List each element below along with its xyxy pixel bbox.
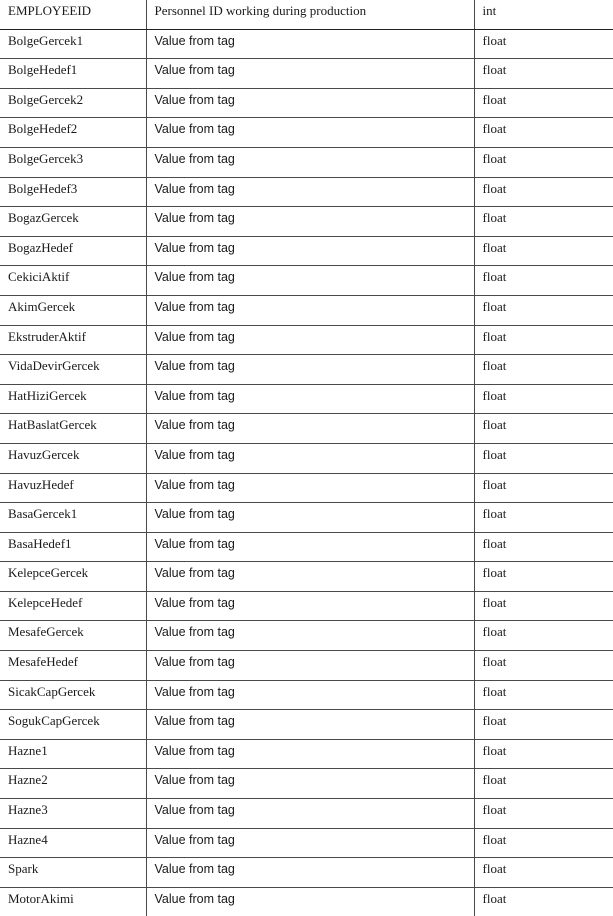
- field-description-cell: Value from tag: [146, 591, 474, 621]
- table-row: [0, 0, 613, 29]
- table-row: [0, 799, 613, 829]
- field-type-cell: float: [474, 680, 613, 710]
- field-description-cell: Value from tag: [146, 88, 474, 118]
- field-description-cell: Value from tag: [146, 710, 474, 740]
- field-name-cell: VidaDevirGercek: [0, 355, 146, 385]
- field-name-cell: EkstruderAktif: [0, 325, 146, 355]
- field-description-cell: Value from tag: [146, 858, 474, 888]
- field-name-cell: KelepceHedef: [0, 591, 146, 621]
- field-type-cell: float: [474, 355, 613, 385]
- table-row: [0, 88, 613, 118]
- field-name-cell: BolgeGercek1: [0, 29, 146, 59]
- field-description-cell: Value from tag: [146, 355, 474, 385]
- table-row: [0, 680, 613, 710]
- field-name-cell: CekiciAktif: [0, 266, 146, 296]
- field-name-cell: BolgeHedef3: [0, 177, 146, 207]
- field-type-cell: float: [474, 710, 613, 740]
- table-row: [0, 532, 613, 562]
- table-row: [0, 769, 613, 799]
- field-type-cell: float: [474, 266, 613, 296]
- field-type-cell: float: [474, 118, 613, 148]
- table-row: [0, 443, 613, 473]
- table-row: [0, 591, 613, 621]
- field-description-cell: Value from tag: [146, 29, 474, 59]
- table-row: [0, 739, 613, 769]
- field-description-cell: Value from tag: [146, 621, 474, 651]
- field-name-cell: BogazHedef: [0, 236, 146, 266]
- table-row: [0, 651, 613, 681]
- table-row: [0, 295, 613, 325]
- field-name-cell: MesafeGercek: [0, 621, 146, 651]
- field-name-cell: HatBaslatGercek: [0, 414, 146, 444]
- field-name-cell: BogazGercek: [0, 207, 146, 237]
- field-name-cell: SicakCapGercek: [0, 680, 146, 710]
- field-description-cell: Value from tag: [146, 651, 474, 681]
- field-description-cell: Value from tag: [146, 177, 474, 207]
- field-type-cell: float: [474, 473, 613, 503]
- table-row: [0, 621, 613, 651]
- field-description-cell: Value from tag: [146, 325, 474, 355]
- field-name-cell: BolgeGercek2: [0, 88, 146, 118]
- field-name-cell: Hazne1: [0, 739, 146, 769]
- table-row: [0, 858, 613, 888]
- field-description-cell: Value from tag: [146, 147, 474, 177]
- field-name-cell: EMPLOYEEID: [0, 0, 146, 29]
- field-description-cell: Value from tag: [146, 828, 474, 858]
- field-type-cell: float: [474, 443, 613, 473]
- field-name-cell: HavuzGercek: [0, 443, 146, 473]
- table-row: [0, 118, 613, 148]
- table-row: [0, 828, 613, 858]
- field-name-cell: Spark: [0, 858, 146, 888]
- field-type-cell: float: [474, 207, 613, 237]
- field-description-cell: Value from tag: [146, 799, 474, 829]
- table-row: [0, 384, 613, 414]
- table-row: [0, 473, 613, 503]
- field-type-cell: float: [482, 890, 507, 906]
- table-row: [0, 325, 613, 355]
- table-row: [0, 266, 613, 296]
- field-description-cell: Value from tag: [146, 769, 474, 799]
- field-description-cell: Value from tag: [146, 532, 474, 562]
- field-description-cell: Value from tag: [146, 443, 474, 473]
- field-type-cell: float: [474, 414, 613, 444]
- table-row: [0, 355, 613, 385]
- table-row: [0, 236, 613, 266]
- field-name-cell: SogukCapGercek: [0, 710, 146, 740]
- field-description-cell: Value from tag: [146, 887, 474, 916]
- field-description-cell: Value from tag: [146, 739, 474, 769]
- field-name-cell: Hazne2: [0, 769, 146, 799]
- table-row: [0, 503, 613, 533]
- field-type-cell: float: [474, 59, 613, 89]
- field-type-cell: float: [474, 147, 613, 177]
- field-type-cell: float: [474, 236, 613, 266]
- field-type-cell: float: [474, 29, 613, 59]
- table-row: [0, 59, 613, 89]
- table-row: [0, 562, 613, 592]
- field-type-cell: float: [474, 384, 613, 414]
- field-description-cell: Value from tag: [146, 473, 474, 503]
- field-type-cell: int: [474, 0, 613, 29]
- field-description-cell: Value from tag: [146, 503, 474, 533]
- field-name-cell: HatHiziGercek: [0, 384, 146, 414]
- field-description-cell: Value from tag: [146, 680, 474, 710]
- field-description-cell: Value from tag: [146, 266, 474, 296]
- field-name-cell: BasaGercek1: [0, 503, 146, 533]
- field-type-cell: float: [474, 325, 613, 355]
- field-type-cell: float: [474, 532, 613, 562]
- field-type-cell: float: [474, 651, 613, 681]
- table-row: [0, 887, 613, 916]
- field-name-cell: BasaHedef1: [0, 532, 146, 562]
- field-name-cell: BolgeHedef2: [0, 118, 146, 148]
- field-name-cell: HavuzHedef: [0, 473, 146, 503]
- field-type-cell: float: [474, 88, 613, 118]
- field-description-cell: Value from tag: [146, 118, 474, 148]
- table-row: [0, 29, 613, 59]
- field-name-cell: Hazne3: [0, 799, 146, 829]
- field-type-cell: float: [474, 799, 613, 829]
- field-description-cell: Value from tag: [146, 59, 474, 89]
- field-name-cell: MotorAkimi: [0, 887, 146, 916]
- field-type-cell: float: [474, 562, 613, 592]
- field-description-cell: Value from tag: [146, 236, 474, 266]
- table-row: [0, 207, 613, 237]
- field-type-cell: float: [474, 621, 613, 651]
- table-row: [0, 177, 613, 207]
- field-description-cell: Value from tag: [146, 207, 474, 237]
- field-description-cell: Value from tag: [146, 384, 474, 414]
- field-description-cell: Value from tag: [146, 562, 474, 592]
- field-type-cell: float: [474, 828, 613, 858]
- field-type-cell: float: [474, 591, 613, 621]
- field-description-cell: Value from tag: [146, 295, 474, 325]
- table-row: [0, 147, 613, 177]
- table-row: [0, 710, 613, 740]
- field-type-cell: float: [474, 739, 613, 769]
- field-name-cell: MesafeHedef: [0, 651, 146, 681]
- table-row: [0, 414, 613, 444]
- field-name-cell: AkimGercek: [0, 295, 146, 325]
- field-name-cell: KelepceGercek: [0, 562, 146, 592]
- field-name-cell: Hazne4: [0, 828, 146, 858]
- field-description-cell: Personnel ID working during production: [146, 0, 474, 29]
- field-type-cell: float: [474, 177, 613, 207]
- field-type-cell: float: [474, 295, 613, 325]
- field-name-cell: BolgeHedef1: [0, 59, 146, 89]
- field-type-cell: float: [474, 503, 613, 533]
- field-type-cell: float: [474, 858, 613, 888]
- field-description-cell: Value from tag: [146, 414, 474, 444]
- field-name-cell: BolgeGercek3: [0, 147, 146, 177]
- field-type-cell: float: [474, 769, 613, 799]
